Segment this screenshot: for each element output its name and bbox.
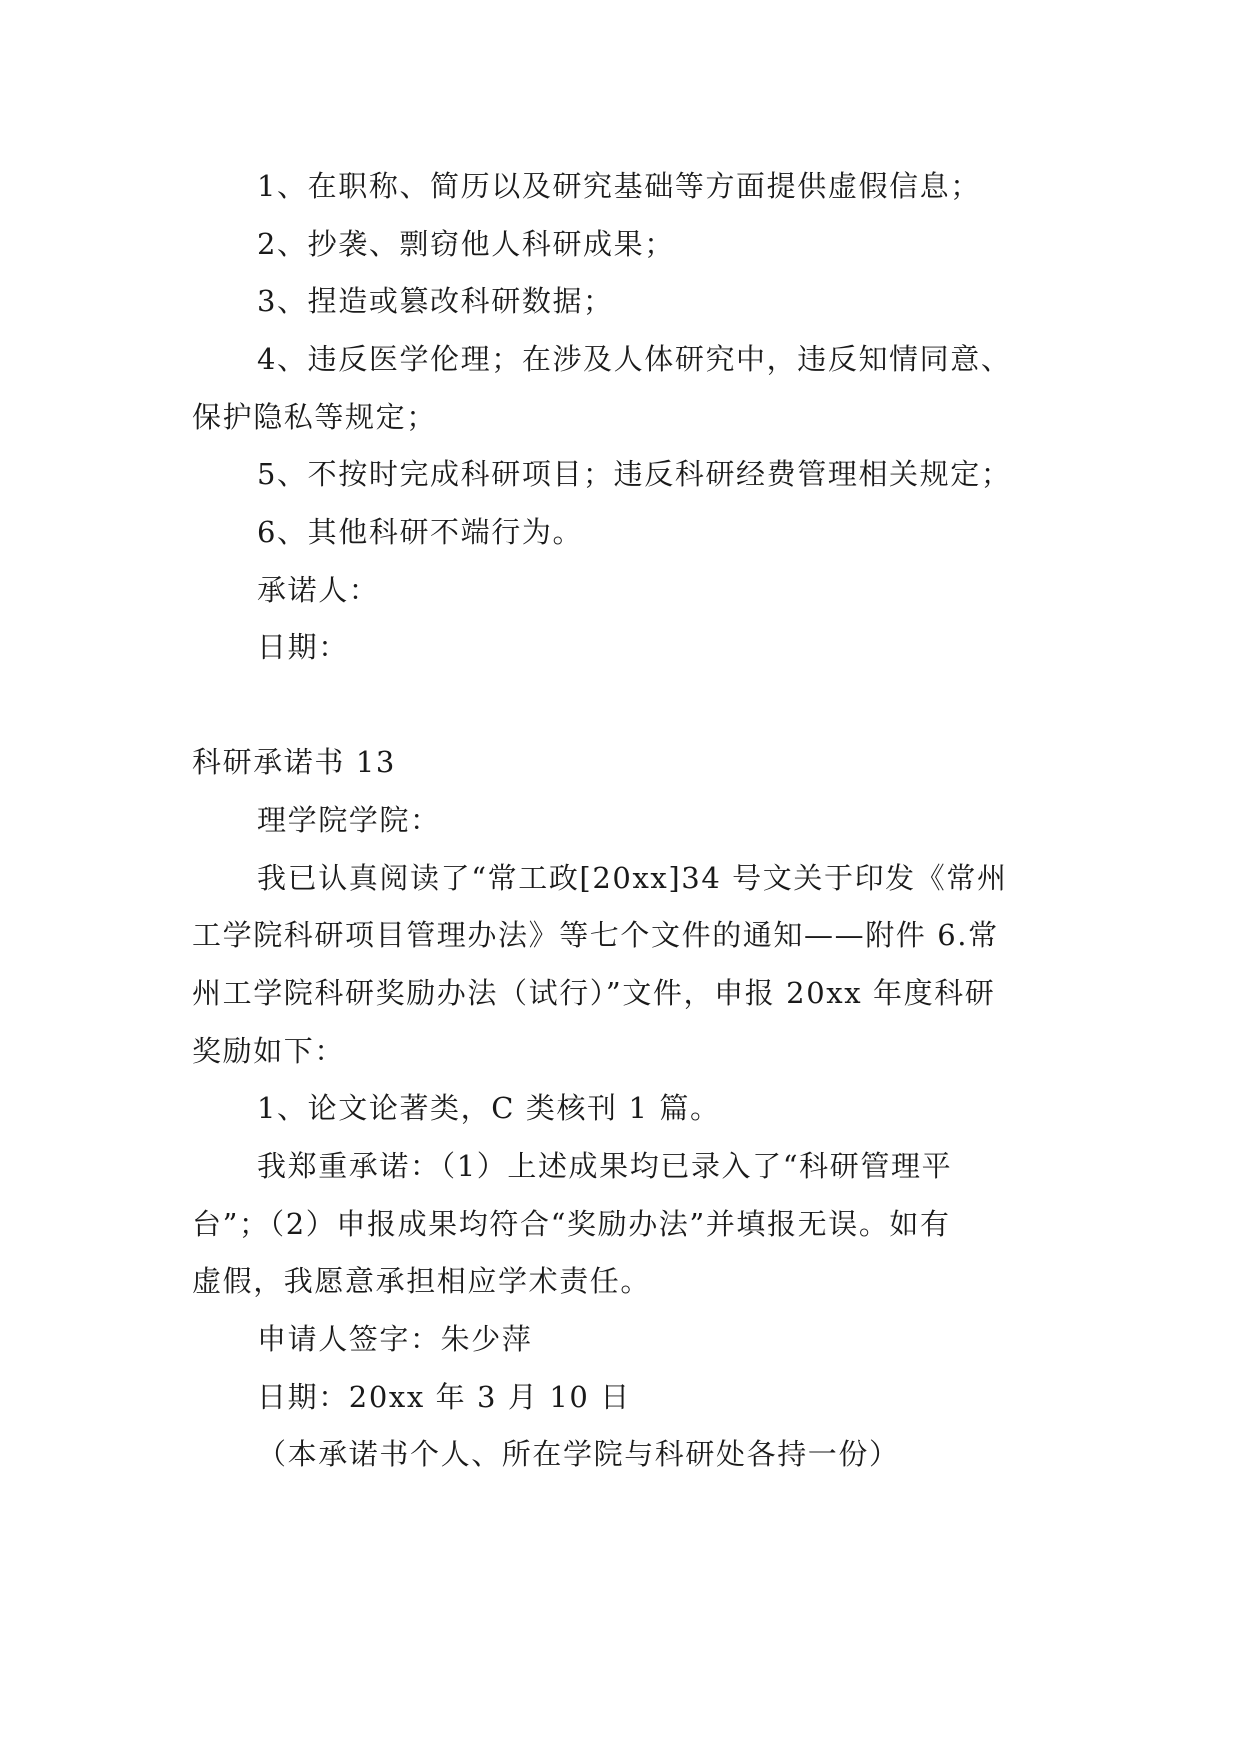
date-label: 日期： (257, 630, 349, 664)
promisor-label: 承诺人： (257, 573, 380, 607)
signature-date: 日期：20xx 年 3 月 10 日 (257, 1380, 631, 1414)
misconduct-item-4: 4、违反医学伦理；在涉及人体研究中，违反知情同意、 (257, 342, 1012, 376)
misconduct-item-3: 3、捏造或篡改科研数据； (257, 284, 614, 318)
body-line-4: 奖励如下： (192, 1034, 346, 1068)
copies-note: （本承诺书个人、所在学院与科研处各持一份） (257, 1437, 900, 1471)
misconduct-item-1: 1、在职称、简历以及研究基础等方面提供虚假信息； (257, 169, 981, 203)
applicant-signature: 申请人签字：朱少萍 (257, 1322, 533, 1356)
award-item-1: 1、论文论著类，C 类核刊 1 篇。 (257, 1091, 721, 1125)
misconduct-item-4-cont: 保护隐私等规定； (192, 400, 437, 434)
addressee: 理学院学院： (257, 803, 441, 837)
misconduct-item-5: 5、不按时完成科研项目；违反科研经费管理相关规定； (257, 457, 1012, 491)
body-line-2: 工学院科研项目管理办法》等七个文件的通知——附件 6.常 (192, 918, 999, 952)
section-title: 科研承诺书 13 (192, 745, 396, 779)
pledge-line-1: 我郑重承诺：（1）上述成果均已录入了“科研管理平 (257, 1149, 953, 1183)
pledge-line-3: 虚假，我愿意承担相应学术责任。 (192, 1264, 652, 1298)
body-line-1: 我已认真阅读了“常工政[20xx]34 号文关于印发《常州 (257, 861, 1008, 895)
body-line-3: 州工学院科研奖励办法（试行）”文件，申报 20xx 年度科研 (192, 976, 996, 1010)
misconduct-item-2: 2、抄袭、剽窃他人科研成果； (257, 227, 675, 261)
pledge-line-2: 台”；（2）申报成果均符合“奖励办法”并填报无误。如有 (192, 1207, 951, 1241)
misconduct-item-6: 6、其他科研不端行为。 (257, 515, 584, 549)
